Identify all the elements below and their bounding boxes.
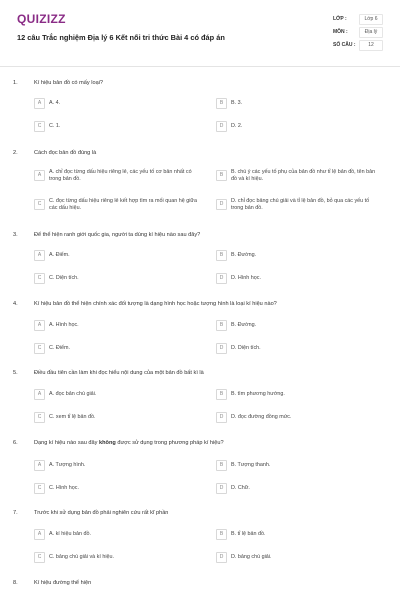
header-divider — [0, 66, 400, 67]
question-text: Kí hiệu đường thể hiện — [34, 580, 92, 586]
option-text: B. Tượng thanh. — [231, 462, 271, 468]
option-letter: A — [34, 98, 45, 109]
option-letter: A — [34, 170, 45, 181]
option-letter: B — [216, 170, 227, 181]
question-number: 2. — [13, 150, 18, 156]
option-text: A. đọc bản chú giải. — [49, 391, 97, 397]
option-letter: C — [34, 483, 45, 494]
option-text: C. đọc từng dấu hiệu riêng lẻ kết hợp tìm ra mối quan hệ giữa các dấu hiệu. — [49, 198, 197, 211]
option-letter: B — [216, 529, 227, 540]
option-text: B. tìm phương hướng. — [231, 391, 285, 397]
option-letter: B — [216, 389, 227, 400]
question-text: Kí hiệu bản đồ thể hiện chính xác đối tượng là dạng hình học hoặc tượng hình là loại kí hiệu nào? — [34, 301, 277, 307]
option-text: C. Điểm. — [49, 345, 70, 351]
option-letter: D — [216, 199, 227, 210]
option-letter: A — [34, 460, 45, 471]
quizizz-logo: QUIZIZZ — [17, 12, 66, 26]
question-text-post: được sử dụng trong phương pháp kí hiệu? — [115, 440, 224, 446]
meta-label: MÔN : — [333, 29, 348, 35]
option-letter: C — [34, 121, 45, 132]
question-text: Kí hiệu bản đồ có mấy loại? — [34, 80, 104, 86]
option-letter: D — [216, 273, 227, 284]
worksheet-header — [0, 0, 400, 66]
question-number: 1. — [13, 80, 18, 86]
option-letter: C — [34, 552, 45, 563]
option-letter: B — [216, 460, 227, 471]
option-letter: C — [34, 273, 45, 284]
question-number: 5. — [13, 370, 18, 376]
option-letter: A — [34, 250, 45, 261]
question-text: Trước khi sử dụng bản đồ phải nghiên cứu rất kĩ phần — [34, 510, 169, 516]
meta-value-count: 12 — [359, 40, 383, 51]
option-text: B. tỉ lệ bản đồ. — [231, 531, 266, 537]
question-number: 6. — [13, 440, 18, 446]
question-number: 3. — [13, 232, 18, 238]
option-text: B. 3. — [231, 100, 243, 106]
worksheet-meta — [333, 14, 385, 53]
option-text: C. Hình học. — [49, 485, 79, 491]
option-letter: B — [216, 250, 227, 261]
option-text: A. kí hiệu bản đồ. — [49, 531, 91, 537]
option-letter: B — [216, 98, 227, 109]
option-letter: A — [34, 389, 45, 400]
option-text: D. đọc đường đồng mức. — [231, 414, 292, 420]
option-text: D. Hình học. — [231, 275, 261, 281]
option-letter: D — [216, 412, 227, 423]
option-letter: C — [34, 343, 45, 354]
document-title: 12 câu Trắc nghiệm Địa lý 6 Kết nối tri thức Bài 4 có đáp án — [17, 33, 225, 42]
option-letter: D — [216, 483, 227, 494]
meta-value-grade: Lớp 6 — [359, 14, 383, 25]
option-text: D. Chữ. — [231, 485, 250, 491]
question-text: Để thể hiện ranh giới quốc gia, người ta dùng kí hiệu nào sau đây? — [34, 232, 201, 238]
option-text: D. bảng chú giải. — [231, 554, 272, 560]
question-text: Điều đầu tiên cần làm khi đọc hiểu nội dung của một bản đồ bất kì là — [34, 370, 204, 376]
meta-row-count — [333, 40, 385, 53]
question-text — [34, 440, 224, 446]
meta-row-subject — [333, 27, 385, 40]
option-text: B. Đường. — [231, 322, 257, 328]
option-text: D. Diện tích. — [231, 345, 261, 351]
option-text: B. Đường. — [231, 252, 257, 258]
option-text: A. Hình học. — [49, 322, 79, 328]
option-text: C. bảng chú giải và kí hiệu. — [49, 554, 115, 560]
option-letter: B — [216, 320, 227, 331]
option-text: A. Điểm. — [49, 252, 70, 258]
meta-label: SỐ CÂU : — [333, 42, 356, 48]
option-text: D. chỉ đọc bảng chú giải và tỉ lệ bản đồ, bỏ qua các yếu tố trong bản đồ. — [231, 198, 370, 211]
option-letter: A — [34, 320, 45, 331]
option-letter: C — [34, 199, 45, 210]
option-letter: A — [34, 529, 45, 540]
meta-label: LỚP : — [333, 16, 347, 22]
question-number: 4. — [13, 301, 18, 307]
option-text: C. Diện tích. — [49, 275, 79, 281]
option-letter: C — [34, 412, 45, 423]
option-letter: D — [216, 121, 227, 132]
meta-value-subject: Địa lý — [359, 27, 383, 38]
question-text-pre: Dạng kí hiệu nào sau đây — [34, 440, 99, 446]
option-text: A. Tượng hình. — [49, 462, 86, 468]
question-text: Cách đọc bản đồ đúng là — [34, 150, 97, 156]
question-number: 7. — [13, 510, 18, 516]
question-number: 8. — [13, 580, 18, 586]
option-text: A. chỉ đọc từng dấu hiệu riêng lẻ, các yếu tố cơ bản nhất có trong bản đồ. — [49, 169, 192, 182]
option-text: C. xem tỉ lệ bản đồ. — [49, 414, 96, 420]
option-letter: D — [216, 343, 227, 354]
option-letter: D — [216, 552, 227, 563]
option-text: A. 4. — [49, 100, 61, 106]
option-text: D. 2. — [231, 123, 243, 129]
option-text: C. 1. — [49, 123, 61, 129]
question-text-emphasis: không — [99, 440, 116, 446]
option-text: B. chú ý các yếu tố phụ của bản đồ như tỉ lệ bản đồ, tên bản đồ và kí hiệu. — [231, 169, 376, 182]
meta-row-grade — [333, 14, 385, 27]
